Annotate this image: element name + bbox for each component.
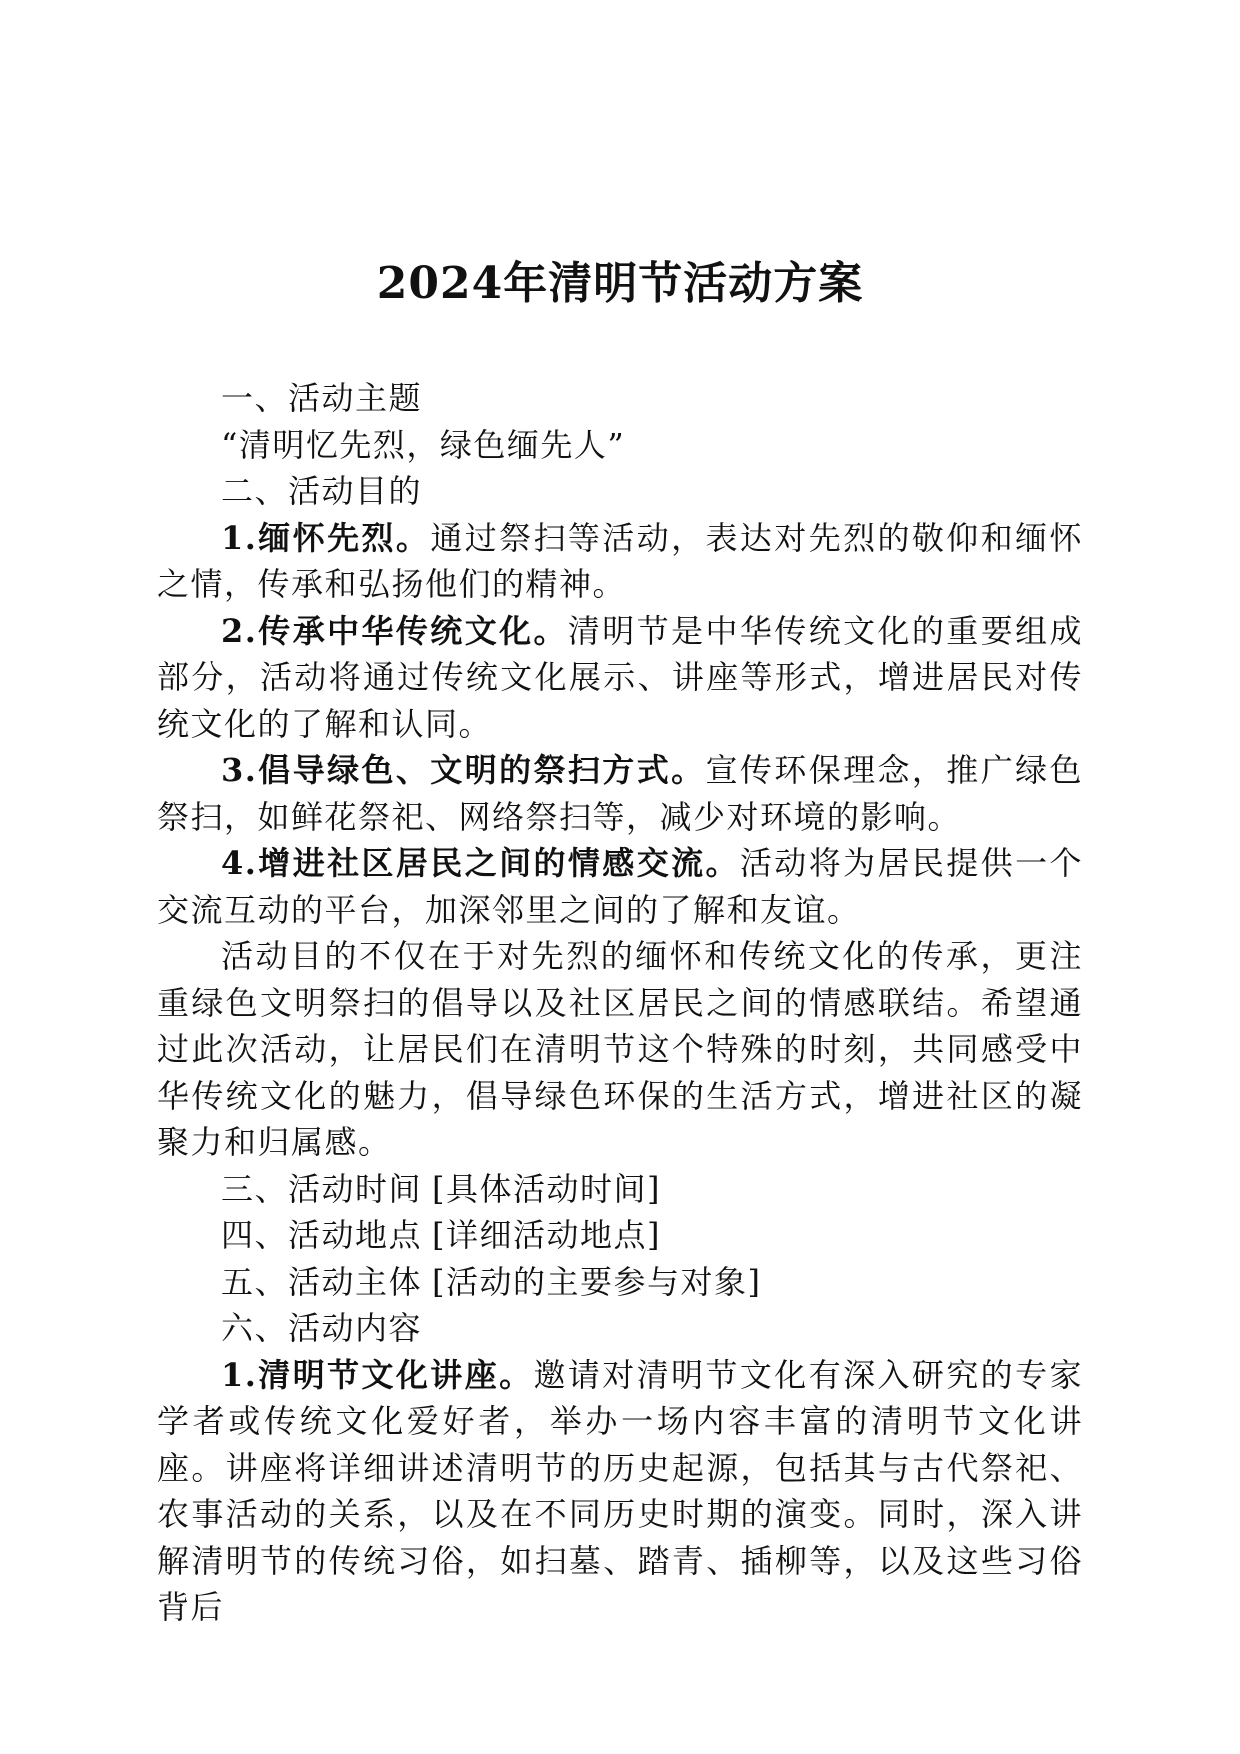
content-item-text: 邀请对清明节文化有深入研究的专家学者或传统文化爱好者，举办一场内容丰富的清明节文化讲座。讲座将详细讲述清明节的历史起源，包括其与古代祭祀、农事活动的关系，以及在不同历史时期的演变。同时，深入讲解清明节的传统习俗，如扫墓、踏青、插柳等，以及这些习俗背后 xyxy=(157,1355,1083,1626)
purpose-item-text: 通过祭扫等活动，表达对先烈的敬仰和缅怀之情，传承和弘扬他们的精神。 xyxy=(157,518,1083,603)
section-heading-participants: 五、活动主体 [活动的主要参与对象] xyxy=(221,1262,762,1301)
purpose-summary: 活动目的不仅在于对先烈的缅怀和传统文化的传承，更注重绿色文明祭扫的倡导以及社区居民之间的情感联结。希望通过此次活动，让居民们在清明节这个特殊的时刻，共同感受中华传统文化的魅力，倡导绿色环保的生活方式，增进社区的凝聚力和归属感。 xyxy=(157,937,1083,1161)
purpose-item-lead: 2.传承中华传统文化。 xyxy=(221,611,568,650)
section-heading-time: 三、活动时间 [具体活动时间] xyxy=(221,1169,661,1208)
content-item xyxy=(157,1352,1083,1631)
theme-text: “清明忆先烈，绿色缅先人” xyxy=(221,425,626,464)
purpose-item xyxy=(157,747,1083,840)
document-title: 2024年清明节活动方案 xyxy=(376,258,864,309)
section-heading-purpose: 二、活动目的 xyxy=(221,472,423,510)
content-item-lead: 1.清明节文化讲座。 xyxy=(221,1355,534,1394)
time-placeholder: [具体活动时间] xyxy=(432,1169,661,1208)
purpose-item xyxy=(157,608,1083,748)
purpose-item-text: 清明节是中华传统文化的重要组成部分，活动将通过传统文化展示、讲座等形式，增进居民对传统文化的了解和认同。 xyxy=(157,611,1083,743)
purpose-item-text: 宣传环保理念，推广绿色祭扫，如鲜花祭祀、网络祭扫等，减少对环境的影响。 xyxy=(157,751,1083,836)
section-heading-location: 四、活动地点 [详细活动地点] xyxy=(221,1216,661,1254)
purpose-item-lead: 1.缅怀先烈。 xyxy=(221,518,431,557)
purpose-item xyxy=(157,515,1083,608)
purpose-item xyxy=(157,840,1083,933)
location-placeholder: [详细活动地点] xyxy=(432,1216,661,1254)
section-heading-content: 六、活动内容 xyxy=(221,1309,423,1347)
purpose-item-lead: 4.增进社区居民之间的情感交流。 xyxy=(221,844,740,882)
document-body xyxy=(157,375,1083,1631)
purpose-item-lead: 3.倡导绿色、文明的祭扫方式。 xyxy=(221,751,706,789)
section-heading-theme: 一、活动主题 xyxy=(221,379,423,417)
participants-placeholder: [活动的主要参与对象] xyxy=(432,1262,762,1301)
purpose-item-text: 活动将为居民提供一个交流互动的平台，加深邻里之间的了解和友谊。 xyxy=(157,844,1083,929)
